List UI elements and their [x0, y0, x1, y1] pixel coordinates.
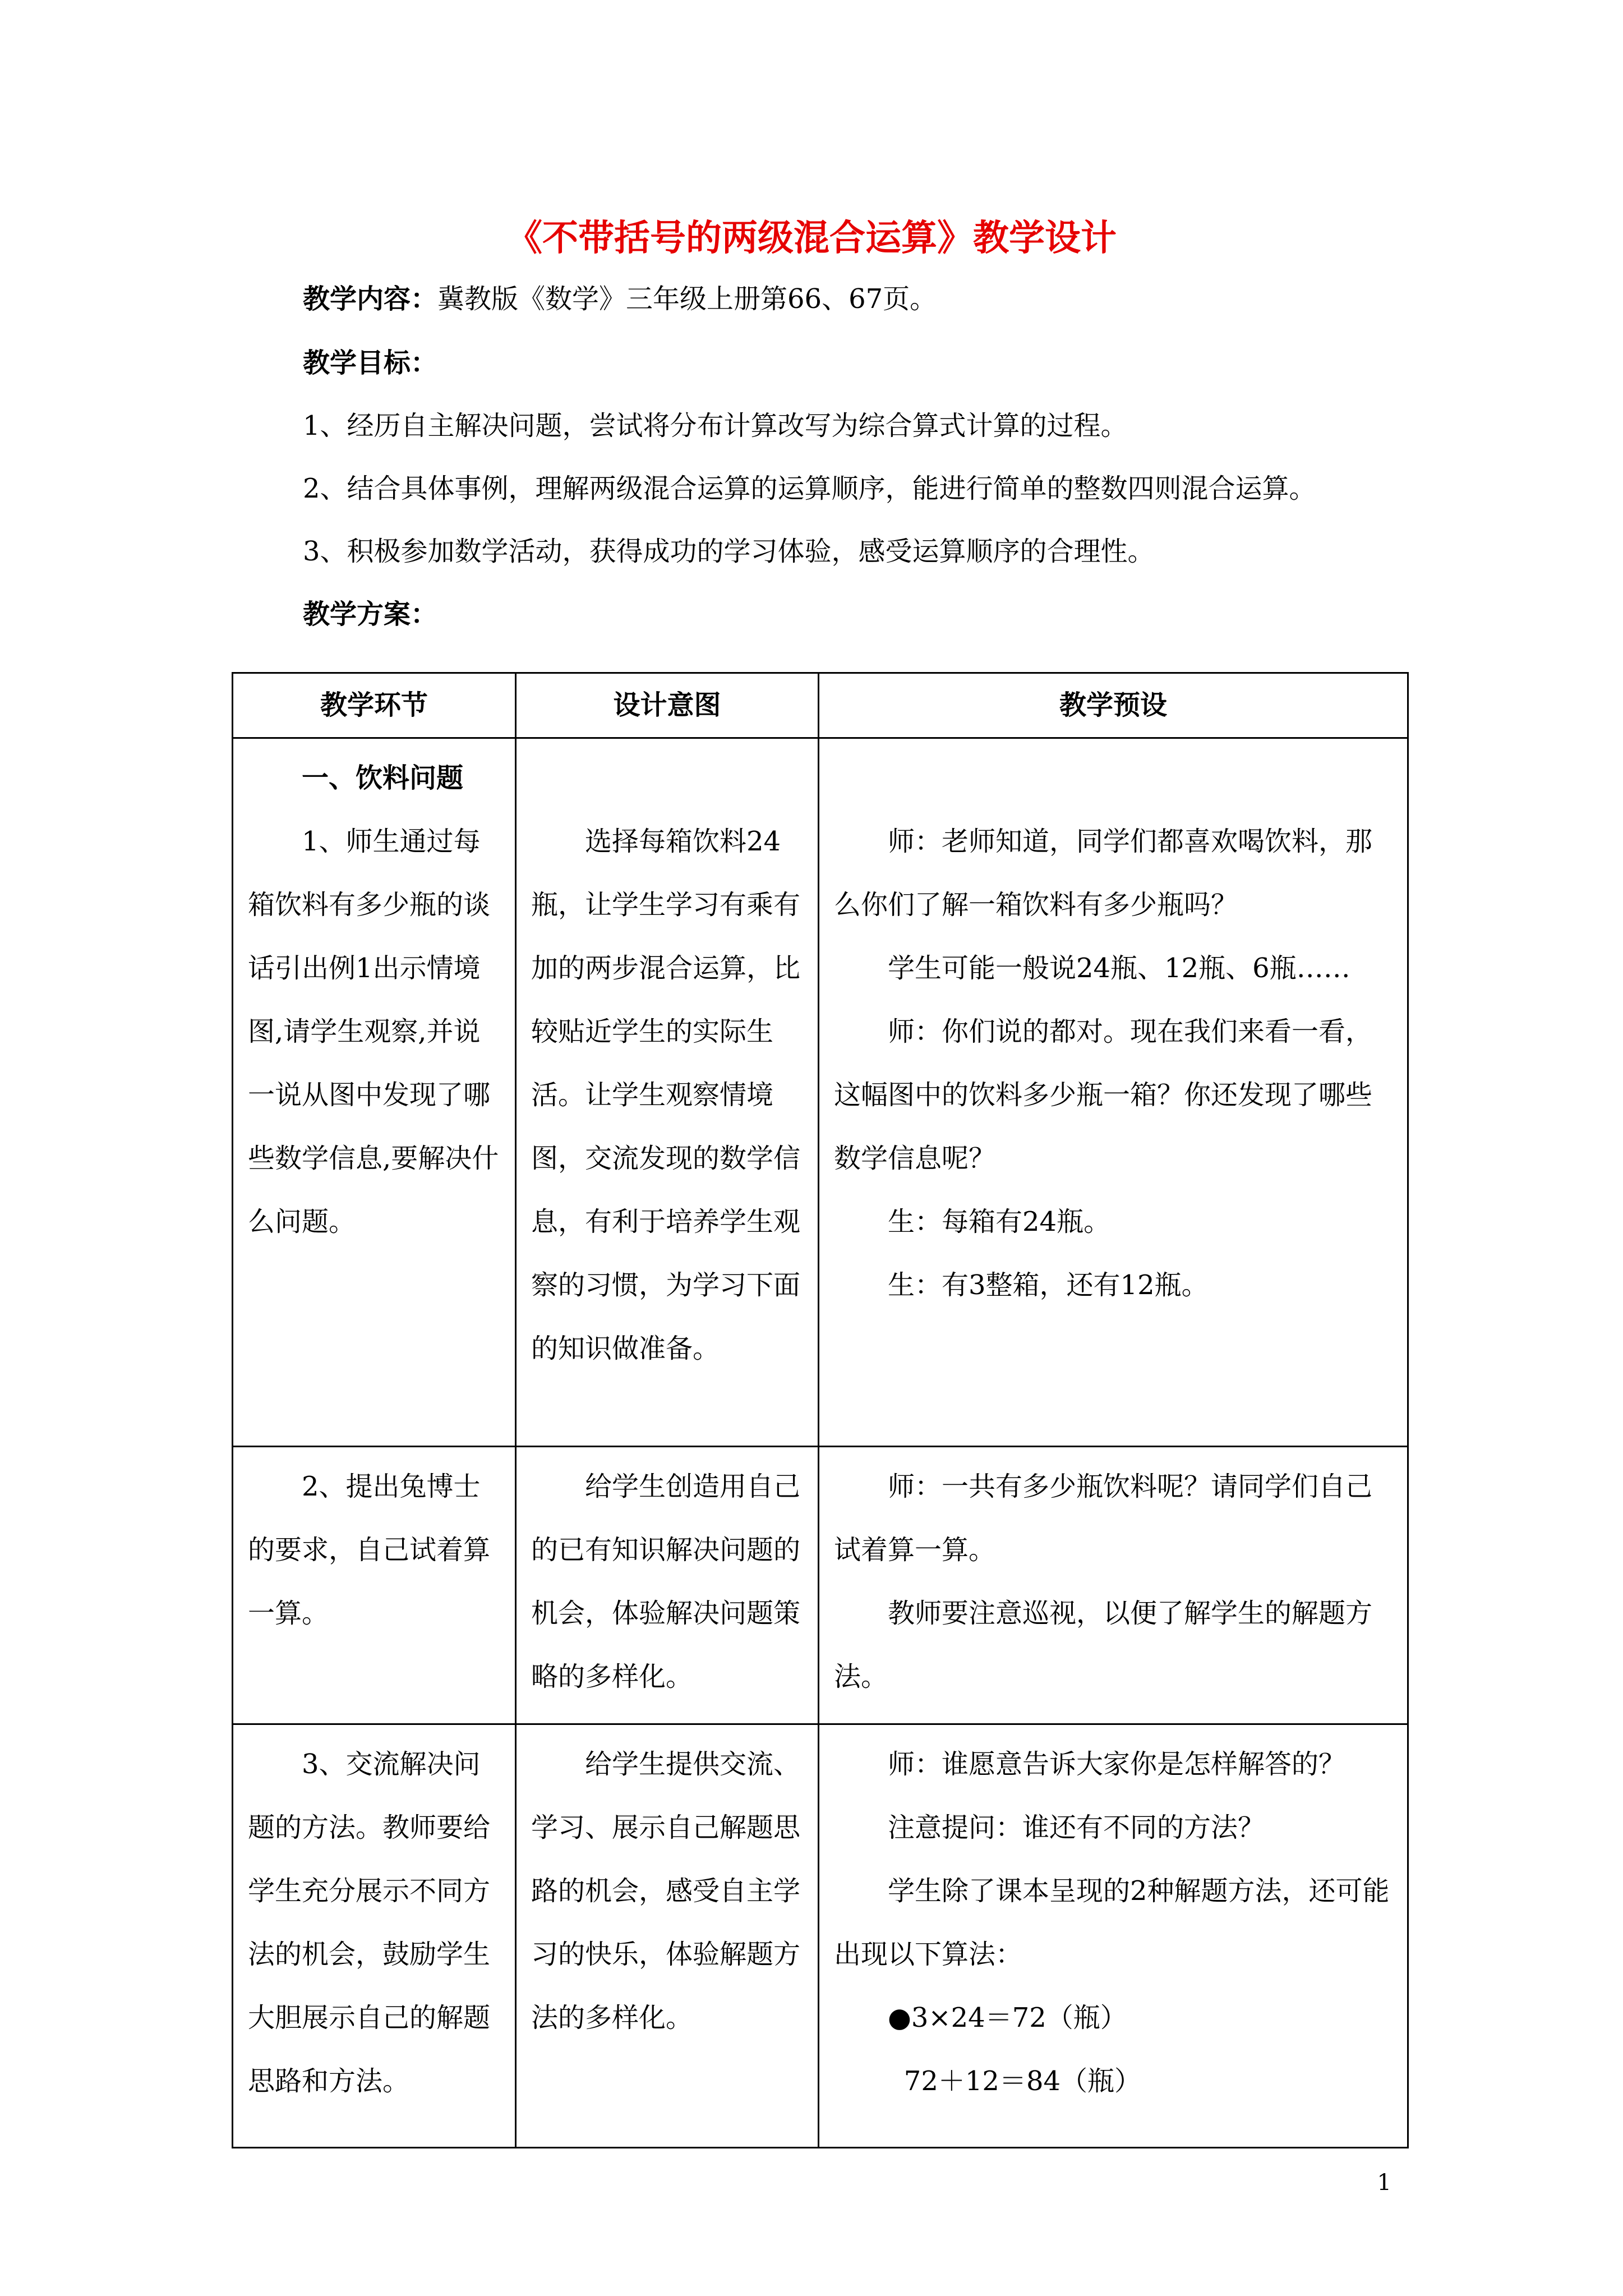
preset-cell — [819, 1724, 1408, 2148]
table-row — [233, 738, 1408, 1447]
stage-cell — [233, 738, 516, 1447]
preset-line: 教师要注意巡视，以便了解学生的解题方法。 — [834, 1598, 1373, 1692]
table-row — [233, 1447, 1408, 1724]
content-line — [303, 268, 1424, 330]
intent-cell — [516, 1724, 819, 2148]
preset-line: 学生可能一般说24瓶、12瓶、6瓶…… — [888, 953, 1350, 984]
stage-cell — [233, 1724, 516, 2148]
header-intent: 设计意图 — [516, 673, 819, 738]
preset-line: 师：你们说的都对。现在我们来看一看，这幅图中的饮料多少瓶一箱？你还发现了哪些数学信息呢？ — [834, 1016, 1373, 1174]
goal-item-1: 1、经历自主解决问题，尝试将分布计算改写为综合算式计算的过程。 — [303, 410, 1128, 441]
page-number: 1 — [1377, 2170, 1391, 2196]
intent-text: 给学生提供交流、学习、展示自己解题思路的机会，感受自主学习的快乐，体验解题方法的多样化。 — [531, 1749, 801, 2033]
header-stage: 教学环节 — [233, 673, 516, 738]
preset-line: 师：谁愿意告诉大家你是怎样解答的？ — [888, 1749, 1346, 1780]
step-text: 3、交流解决问题的方法。教师要给学生充分展示不同方法的机会，鼓励学生大胆展示自己的解题思路和方法。 — [248, 1749, 491, 2097]
intent-text: 给学生创造用自己的已有知识解决问题的机会，体验解决问题策略的多样化。 — [531, 1471, 801, 1692]
preset-line: 生：每箱有24瓶。 — [888, 1206, 1111, 1237]
table-header-row — [233, 673, 1408, 738]
content-text: 冀教版《数学》三年级上册第66、67页。 — [437, 283, 937, 315]
goals-label: 教学目标： — [303, 347, 438, 379]
section-title: 一、饮料问题 — [302, 762, 464, 794]
goal-item-3: 3、积极参加数学活动，获得成功的学习体验，感受运算顺序的合理性。 — [303, 536, 1155, 567]
preset-line: 注意提问：谁还有不同的方法？ — [888, 1812, 1265, 1843]
preset-line: 生：有3整箱，还有12瓶。 — [888, 1269, 1209, 1301]
header-preset: 教学预设 — [819, 673, 1408, 738]
intent-cell — [516, 1447, 819, 1724]
intent-text: 选择每箱饮料24瓶，让学生学习有乘有加的两步混合运算，比较贴近学生的实际生活。让学生观察情境图，交流发现的数学信息，有利于培养学生观察的习惯，为学习下面的知识做准备。 — [531, 826, 801, 1364]
table-row — [233, 1724, 1408, 2148]
intent-cell — [516, 738, 819, 1447]
preset-cell — [819, 1447, 1408, 1724]
preset-line: 师：老师知道，同学们都喜欢喝饮料，那么你们了解一箱饮料有多少瓶吗？ — [834, 826, 1373, 921]
step-text: 1、师生通过每箱饮料有多少瓶的谈话引出例1出示情境图,请学生观察,并说一说从图中发现了哪些数学信息,要解决什么问题。 — [248, 826, 499, 1237]
content-label: 教学内容： — [303, 283, 438, 315]
plan-label: 教学方案： — [303, 599, 438, 630]
preset-line: 学生除了课本呈现的2种解题方法，还可能出现以下算法： — [834, 1875, 1390, 1970]
preset-cell — [819, 738, 1408, 1447]
teaching-plan-table — [232, 672, 1409, 2148]
goal-item-2: 2、结合具体事例，理解两级混合运算的运算顺序，能进行简单的整数四则混合运算。 — [303, 473, 1316, 504]
preset-line: 师：一共有多少瓶饮料呢？请同学们自己试着算一算。 — [834, 1471, 1373, 1566]
preset-line: 72＋12＝84（瓶） — [903, 2065, 1142, 2097]
document-title: 《不带括号的两级混合运算》教学设计 — [506, 217, 1117, 259]
step-text: 2、提出兔博士的要求，自己试着算一算。 — [248, 1471, 491, 1629]
preset-line: ●3×24＝72（瓶） — [888, 2002, 1127, 2033]
stage-cell — [233, 1447, 516, 1724]
